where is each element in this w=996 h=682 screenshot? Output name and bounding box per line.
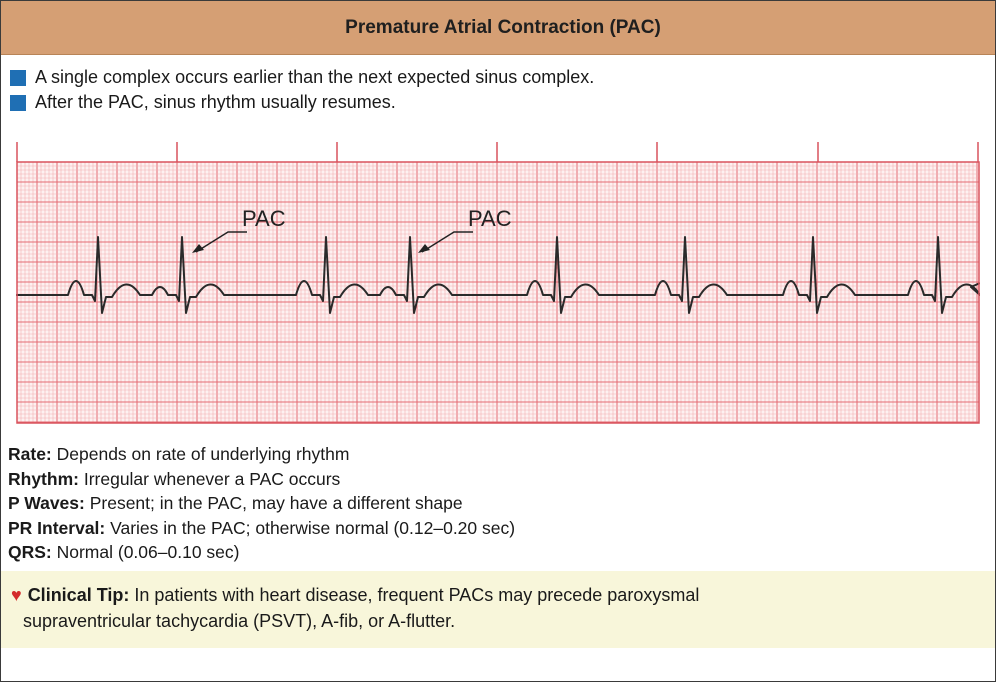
criteria-row xyxy=(8,540,515,565)
bullet-list xyxy=(10,65,594,115)
clinical-tip-line: supraventricular tachycardia (PSVT), A-fib, or A-flutter. xyxy=(23,611,456,631)
criteria-list xyxy=(8,442,515,565)
criteria-row xyxy=(8,516,515,541)
page-title: Premature Atrial Contraction (PAC) xyxy=(345,16,661,38)
criteria-label: Rate: xyxy=(8,444,52,464)
bullet-square-icon xyxy=(10,95,26,111)
criteria-value: Depends on rate of underlying rhythm xyxy=(51,444,350,464)
header-bar xyxy=(1,1,995,55)
criteria-value: Irregular whenever a PAC occurs xyxy=(78,468,341,489)
bullet-text: After the PAC, sinus rhythm usually resumes. xyxy=(35,92,396,112)
bullet-square-icon xyxy=(10,70,26,86)
ecg-strip xyxy=(16,142,980,424)
clinical-tip-label: Clinical Tip: xyxy=(27,585,130,605)
pac-label: PAC xyxy=(242,206,286,231)
bullet-item xyxy=(10,90,594,115)
criteria-value: Normal (0.06–0.10 sec) xyxy=(51,542,240,562)
bullet-text: A single complex occurs earlier than the next expected sinus complex. xyxy=(35,67,595,87)
clinical-tip-line xyxy=(11,585,699,606)
heart-icon: ♥ xyxy=(11,585,22,605)
criteria-label: P Waves: xyxy=(8,493,85,513)
criteria-row xyxy=(8,491,515,516)
ecg-time-marks xyxy=(17,142,978,162)
criteria-label: PR Interval: xyxy=(8,517,106,538)
criteria-label: Rhythm: xyxy=(8,468,79,489)
criteria-label: QRS: xyxy=(8,542,52,562)
criteria-value: Present; in the PAC, may have a different shape xyxy=(84,493,463,513)
pac-label: PAC xyxy=(468,206,512,231)
clinical-tip-text: In patients with heart disease, frequent PACs may precede paroxysmal xyxy=(129,585,700,605)
clinical-tip-box xyxy=(1,571,995,648)
ecg-grid xyxy=(17,162,979,423)
bullet-item xyxy=(10,65,594,90)
criteria-value: Varies in the PAC; otherwise normal (0.12–0.20 sec) xyxy=(105,517,516,538)
ecg-graph xyxy=(16,142,980,424)
criteria-row xyxy=(8,467,515,492)
criteria-row xyxy=(8,442,515,467)
